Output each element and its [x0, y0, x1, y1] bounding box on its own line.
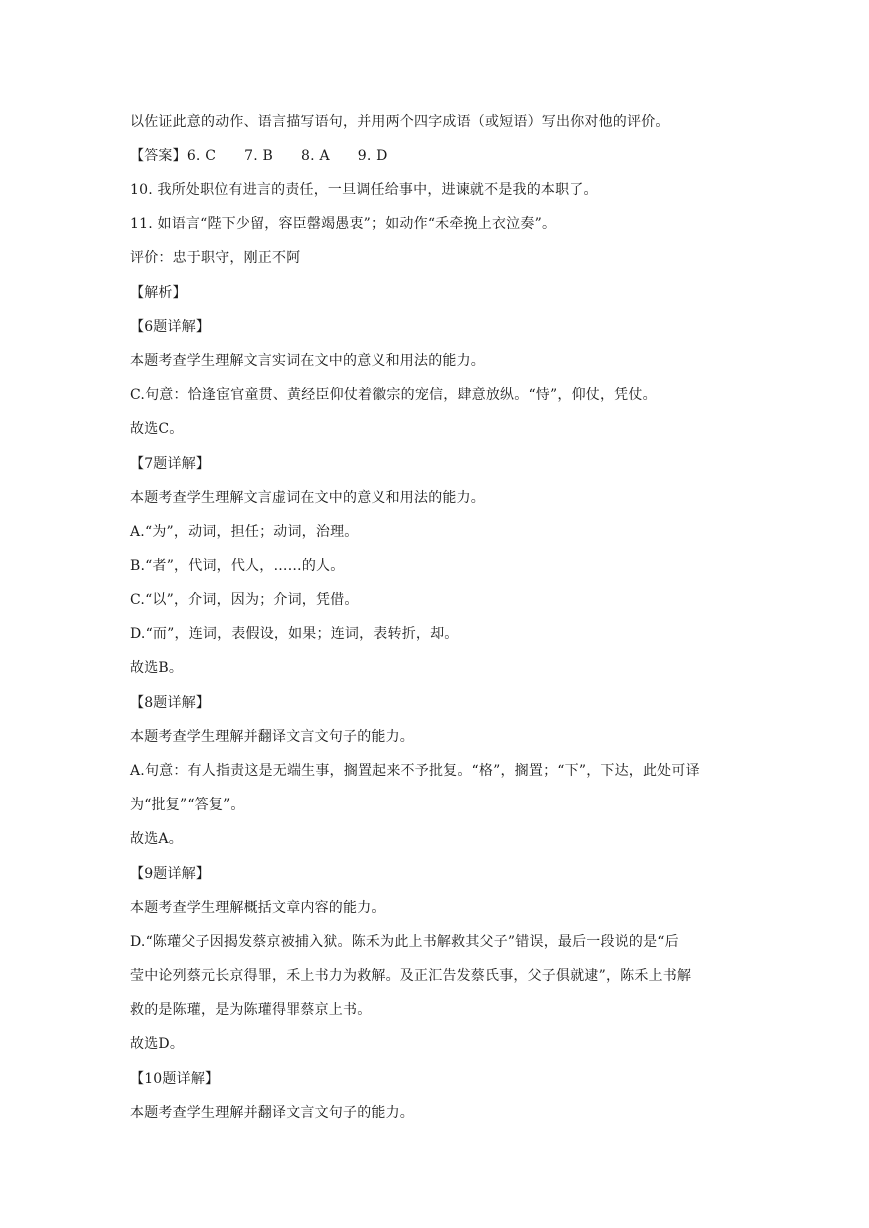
q7-intro: 本题考查学生理解文言虚词在文中的意义和用法的能力。 — [130, 490, 485, 506]
answer-label: 【答案】 — [130, 148, 187, 164]
q9-option-d-line3: 救的是陈瓘，是为陈瓘得罪蔡京上书。 — [130, 1002, 372, 1018]
answer-key-7: 7. B — [244, 148, 274, 164]
intro-line: 以佐证此意的动作、语言描写语句，并用两个四字成语（或短语）写出你对他的评价。 — [130, 114, 670, 130]
answer-key-6: 6. C — [186, 148, 217, 164]
analysis-label: 【解析】 — [130, 285, 187, 301]
q9-choice: 故选D。 — [130, 1036, 185, 1052]
q8-option-a-line2: 为“批复”“答复”。 — [130, 797, 245, 813]
q7-option-a: A.“为”，动词，担任；动词，治理。 — [130, 524, 359, 540]
q9-option-d-line1: D.“陈瓘父子因揭发蔡京被捕入狱。陈禾为此上书解救其父子”错误，最后一段说的是“后 — [130, 934, 679, 950]
answer-10: 10. 我所处职位有进言的责任，一旦调任给事中，进谏就不是我的本职了。 — [130, 182, 598, 198]
q7-option-b: B.“者”，代词，代人，……的人。 — [130, 558, 345, 574]
q7-option-d: D.“而”，连词，表假设，如果；连词，表转折，却。 — [130, 626, 459, 642]
q6-heading: 【6题详解】 — [130, 319, 211, 335]
answer-key-9: 9. D — [357, 148, 388, 164]
q7-choice: 故选B。 — [130, 660, 184, 676]
q6-intro: 本题考查学生理解文言实词在文中的意义和用法的能力。 — [130, 353, 485, 369]
q8-choice: 故选A。 — [130, 831, 183, 847]
q7-heading: 【7题详解】 — [130, 456, 211, 472]
q8-heading: 【8题详解】 — [130, 695, 211, 711]
q9-heading: 【9题详解】 — [130, 866, 211, 882]
answer-11: 11. 如语言“陛下少留，容臣罄竭愚衷”；如动作“禾牵挽上衣泣奏”。 — [130, 216, 557, 232]
q7-option-c: C.“以”，介词，因为；介词，凭借。 — [130, 592, 359, 608]
q9-intro: 本题考查学生理解概括文章内容的能力。 — [130, 900, 386, 916]
q8-intro: 本题考查学生理解并翻译文言文句子的能力。 — [130, 729, 414, 745]
q6-choice: 故选C。 — [130, 421, 184, 437]
q6-option-c: C.句意：恰逢宦官童贯、黄经臣仰仗着徽宗的宠信，肆意放纵。“恃”，仰仗，凭仗。 — [130, 387, 657, 403]
q8-option-a-line1: A.句意：有人指责这是无端生事，搁置起来不予批复。“格”，搁置；“下”，下达，此处可译 — [130, 763, 700, 779]
q10-intro: 本题考查学生理解并翻译文言文句子的能力。 — [130, 1105, 414, 1121]
answer-keys-line — [130, 146, 770, 166]
evaluation-line: 评价：忠于职守，刚正不阿 — [130, 250, 301, 266]
q9-option-d-line2: 莹中论列蔡元长京得罪，禾上书力为救解。及正汇告发蔡氏事，父子俱就逮”，陈禾上书解 — [130, 968, 692, 984]
q10-heading: 【10题详解】 — [130, 1071, 220, 1087]
answer-key-8: 8. A — [301, 148, 330, 164]
